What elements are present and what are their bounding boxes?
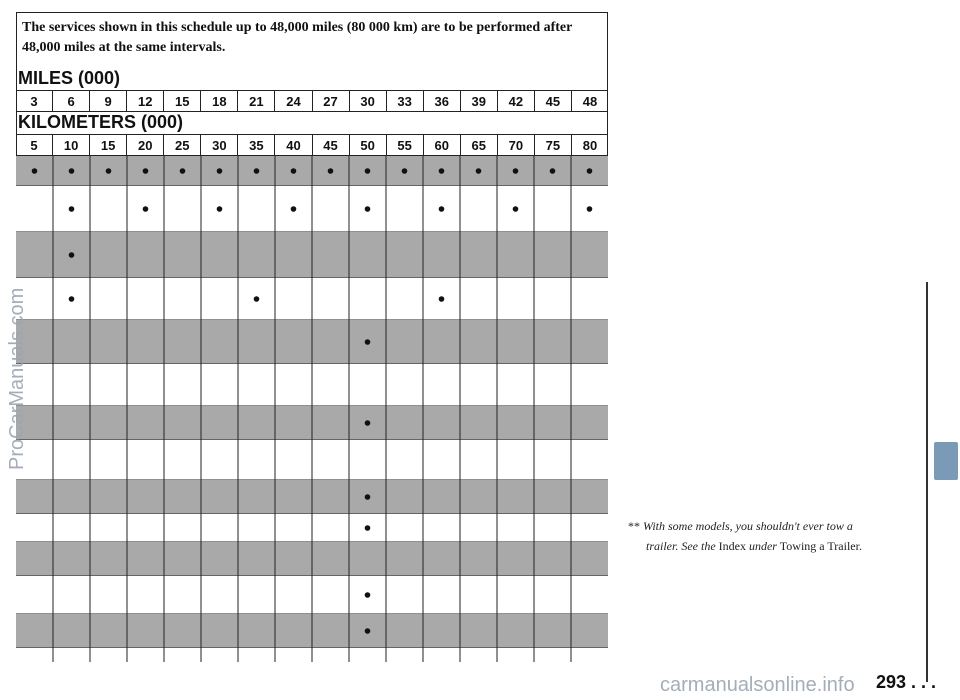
footnote-index-term: Index: [718, 539, 746, 553]
service-dot: [365, 420, 371, 426]
schedule-grid-svg: [16, 156, 608, 662]
kilometers-header-cell: 30: [201, 135, 238, 155]
kilometers-header-cell: 80: [582, 137, 598, 153]
service-dot: [365, 628, 371, 634]
miles-header-cell: 12: [127, 91, 164, 111]
page-number: 293 . . .: [876, 672, 937, 692]
kilometers-header-cell: 20: [127, 135, 164, 155]
service-dot: [365, 494, 371, 500]
kilometers-header-cell: 15: [90, 135, 127, 155]
service-dot: [217, 206, 223, 212]
schedule-intro-note: The services shown in this schedule up to 48,000 miles (80 000 km) are to be performed after 48,000 miles at the same intervals.: [22, 20, 573, 55]
service-dot: [69, 296, 75, 302]
service-dot: [69, 252, 75, 258]
service-dot: [217, 168, 223, 174]
service-dot: [254, 168, 260, 174]
service-dot: [365, 168, 371, 174]
watermark-bottom: carmanualsonline.info: [660, 674, 855, 696]
section-thumb-tab: [934, 442, 958, 480]
kilometers-header-cell: 40: [275, 135, 312, 155]
miles-header-cell: 39: [461, 91, 498, 111]
service-dot: [180, 168, 186, 174]
kilometers-header-cell: 60: [424, 135, 461, 155]
kilometers-heading: KILOMETERS (000): [18, 112, 184, 132]
service-dot: [365, 206, 371, 212]
miles-header-cell: 36: [424, 91, 461, 111]
service-dot: [402, 168, 408, 174]
towing-footnote: [628, 516, 928, 556]
miles-header-cell: 30: [350, 91, 387, 111]
kilometers-header-cell: 70: [498, 135, 535, 155]
service-dot: [143, 168, 149, 174]
miles-header-cell: 21: [238, 91, 275, 111]
miles-header-cell: 6: [53, 91, 90, 111]
service-dot: [439, 206, 445, 212]
service-dot: [587, 168, 593, 174]
service-dot: [439, 296, 445, 302]
service-dot: [328, 168, 334, 174]
miles-header-cell: 48: [582, 93, 598, 109]
miles-header-cell: 45: [535, 91, 572, 111]
miles-header-cell: 9: [90, 91, 127, 111]
service-dot: [513, 168, 519, 174]
miles-header-cell: 18: [201, 91, 238, 111]
service-dot: [69, 206, 75, 212]
service-dot: [439, 168, 445, 174]
service-dot: [69, 168, 75, 174]
miles-header-row: [16, 90, 608, 112]
miles-heading: MILES (000): [18, 68, 121, 88]
kilometers-header-row: [16, 134, 608, 156]
kilometers-header-cell: 5: [16, 135, 53, 155]
miles-header-cell: 3: [16, 91, 53, 111]
footnote-line2-a: trailer. See the: [646, 539, 716, 553]
service-dot: [476, 168, 482, 174]
service-dot: [550, 168, 556, 174]
service-dot: [513, 206, 519, 212]
miles-header-cell: 24: [275, 91, 312, 111]
miles-header-cell: 42: [498, 91, 535, 111]
service-dot: [106, 168, 112, 174]
service-dot: [365, 339, 371, 345]
miles-header-cell: 27: [313, 91, 350, 111]
kilometers-header-cell: 65: [461, 135, 498, 155]
kilometers-header-cell: 45: [313, 135, 350, 155]
footnote-line1: With some models, you shouldn't ever tow a: [643, 519, 853, 533]
watermark-left: ProCarManuals.com: [6, 287, 28, 470]
service-dot: [254, 296, 260, 302]
footnote-line2-b: under: [748, 539, 777, 553]
footnote-marker: **: [628, 519, 640, 533]
service-dot: [32, 168, 38, 174]
service-dot: [365, 525, 371, 531]
margin-rule: [926, 282, 928, 682]
miles-header-cell: 33: [387, 91, 424, 111]
service-schedule-grid: [16, 156, 608, 662]
kilometers-header-cell: 10: [53, 135, 90, 155]
service-dot: [143, 206, 149, 212]
miles-header-cell: 15: [164, 91, 201, 111]
footnote-line2: [628, 536, 928, 556]
service-dot: [365, 592, 371, 598]
kilometers-header-cell: 35: [238, 135, 275, 155]
kilometers-header-cell: 55: [387, 135, 424, 155]
service-dot: [587, 206, 593, 212]
service-dot: [291, 206, 297, 212]
kilometers-header-cell: 25: [164, 135, 201, 155]
footnote-towing-term: Towing a Trailer.: [779, 539, 862, 553]
kilometers-header-cell: 50: [350, 135, 387, 155]
kilometers-header-cell: 75: [535, 135, 572, 155]
service-dot: [291, 168, 297, 174]
